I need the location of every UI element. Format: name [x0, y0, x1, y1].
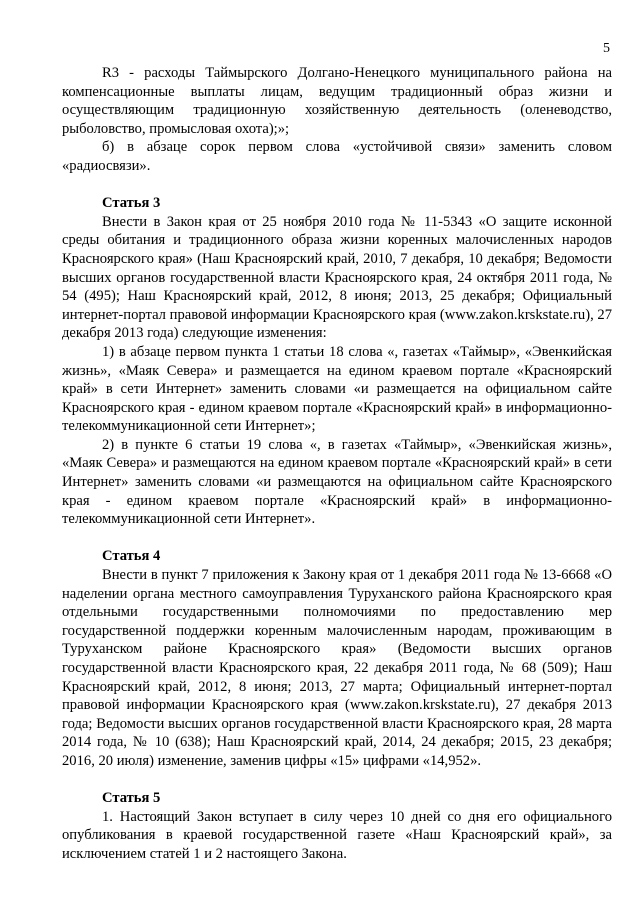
paragraph-b: б) в абзаце сорок первом слова «устойчивой связи» заменить словом «радиосвязи».: [62, 139, 612, 174]
article-5-heading: Статья 5: [102, 790, 161, 807]
paragraph-r3: R3 - расходы Таймырского Долгано-Ненецкого муниципального района на компенсационные выплаты лицам, ведущим традиционный образ жизни и осуществляющим традиционную хозяйственную деятельность (оленеводство, рыболовство, промысловая охота);»;: [62, 65, 612, 137]
article-4-heading: Статья 4: [102, 548, 161, 565]
page-number: 5: [603, 41, 610, 56]
article-5-item-1: 1. Настоящий Закон вступает в силу через 10 дней со дня его официального опубликования в краевой государственной газете «Наш Красноярский край», за исключением статей 1 и 2 настоящего Закона.: [62, 808, 612, 862]
article-3-heading: Статья 3: [102, 195, 161, 212]
article-4-text: Внести в пункт 7 приложения к Закону края от 1 декабря 2011 года № 13-6668 «О наделении органа местного самоуправления Туруханского района Красноярского края отдельными государственными полномочиями по предоставлению мер государственной поддержки коренным малочисленным народам, проживающим в Туруханском районе Красноярского края» (Ведомости высших органов государственной власти Красноярского края, 22 декабря 2011 года, № 68 (509); Наш Красноярский край, 2012, 8 июня; 2013, 27 марта; Официальный интернет-портал правовой информации Красноярского края (www.zakon.krskstate.ru), 27 декабря 2013 года; Ведомости высших органов государственной власти Красноярского края, 28 марта 2014 года, № 10 (638); Наш Красноярский край, 2014, 24 декабря; 2015, 23 декабря; 2016, 20 июля) изменение, заменив цифры «15» цифрами «14,952».: [62, 567, 612, 769]
document-body: [62, 64, 612, 864]
article-3-item-1: 1) в абзаце первом пункта 1 статьи 18 слова «, газетах «Таймыр», «Эвенкийская жизнь», «Маяк Севера» и размещается на едином краевом портале «Красноярский край» в сети Интернет» заменить словами «и размещается на официальном сайте Красноярского края - едином краевом портале «Красноярский край» в информационно-телекоммуникационной сети Интернет»;: [62, 343, 612, 435]
article-3-intro: Внести в Закон края от 25 ноября 2010 года № 11-5343 «О защите исконной среды обитания и традиционного образа жизни коренных малочисленных народов Красноярского края» (Наш Красноярский край, 2010, 7 декабря, 10 декабря; Ведомости высших органов государственной власти Красноярского края, 24 октября 2011 года, № 54 (495); Наш Красноярский край, 2012, 8 июня; 2013, 25 декабря; Официальный интернет-портал правовой информации Красноярского края (www.zakon.krskstate.ru), 27 декабря 2013 года) следующие изменения:: [62, 213, 612, 342]
article-3-item-2: 2) в пункте 6 статьи 19 слова «, в газетах «Таймыр», «Эвенкийская жизнь», «Маяк Севера» и размещаются на едином краевом портале «Красноярский край» в сети Интернет» заменить словами «и размещаются на официальном сайте Красноярского края - едином краевом портале «Красноярский край» в информационно-телекоммуникационной сети Интернет».: [62, 436, 612, 528]
